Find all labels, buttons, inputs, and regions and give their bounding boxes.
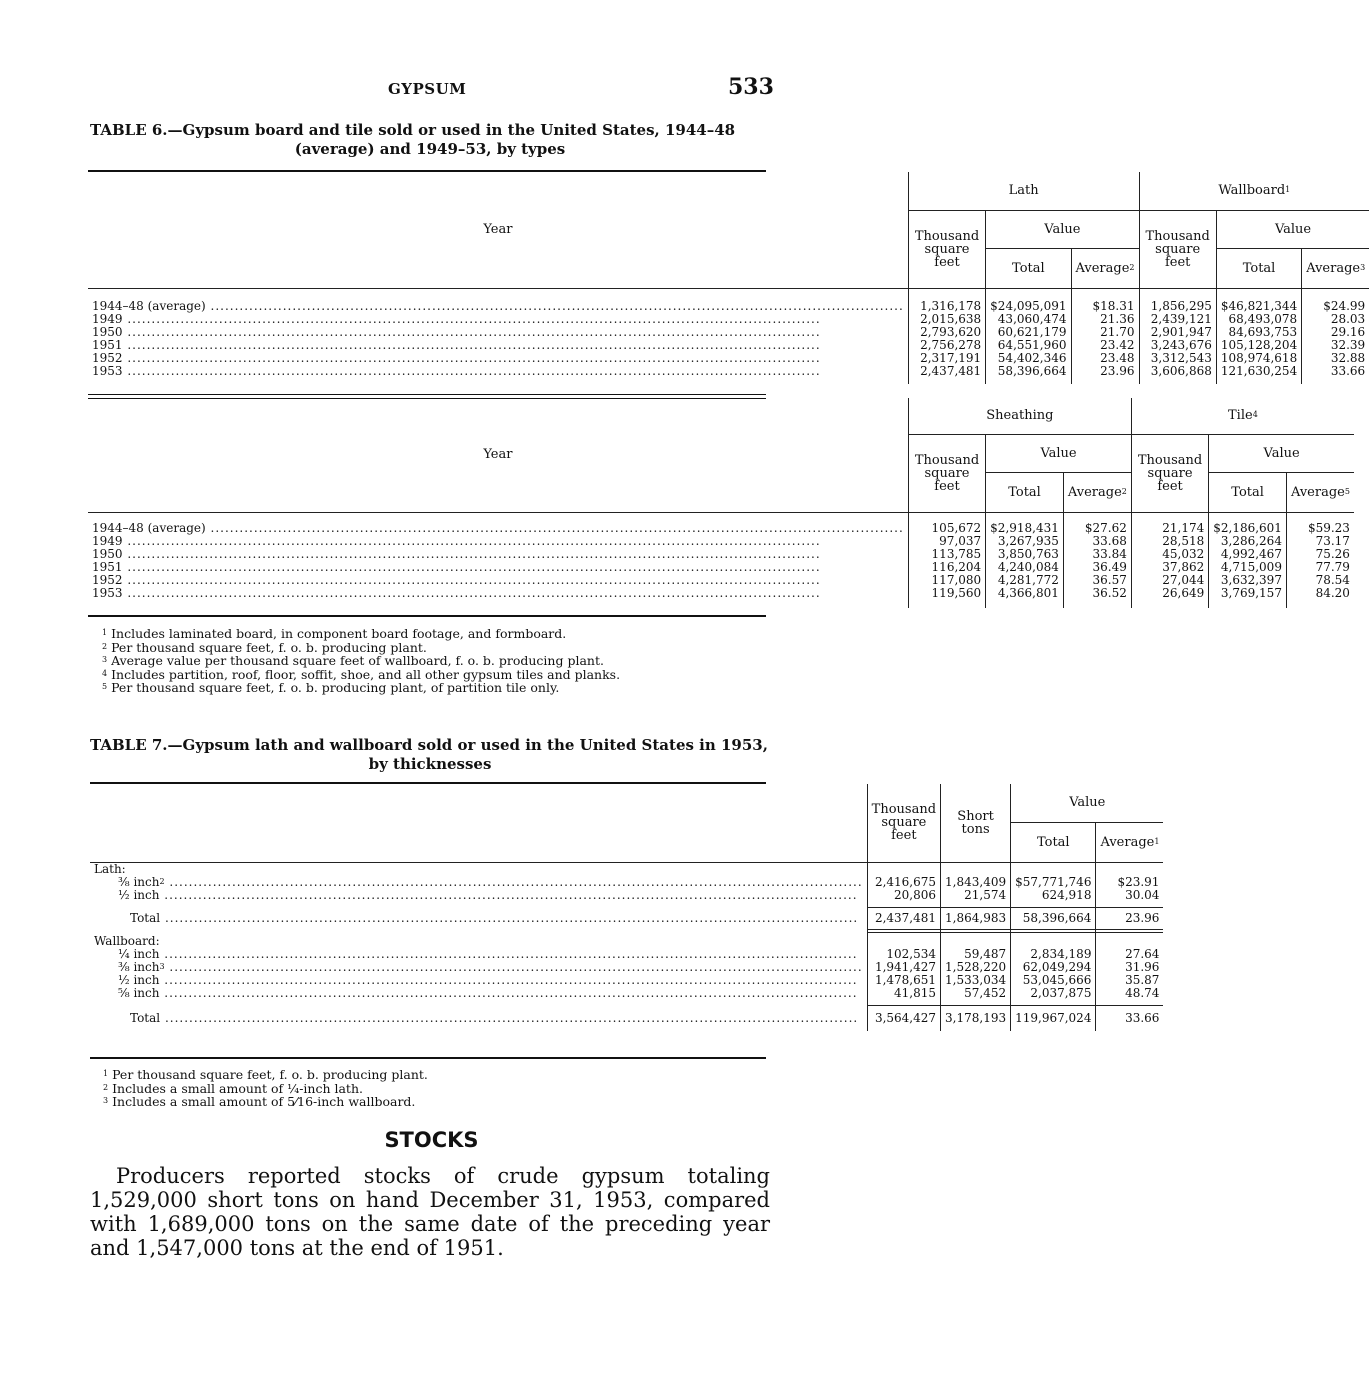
sheathing-value-header: Value [986, 434, 1132, 472]
year-header: Year [88, 172, 908, 288]
table7-caption-line2: by thicknesses [368, 755, 492, 773]
page-number: 533 [728, 74, 774, 100]
average-label: Average [1075, 260, 1130, 276]
wallboard-total-row: Total ..... 3,564,427 3,178,193 119,967,024 33.66 [90, 1005, 1163, 1031]
table7 [90, 784, 1163, 1031]
footnote: $^5$ Per thousand square feet, f. o. b. producing plant, of partition tile only. [102, 680, 560, 695]
sheathing-qty-header: Thousand square feet [908, 434, 985, 512]
stocks-paragraph: Producers reported stocks of crude gypsum totaling 1,529,000 short tons on hand December 31, 1953, compared with 1,689,000 tons on the same date of the preceding year and 1,547,000 tons at the end of 1951. [90, 1164, 770, 1260]
table-row: 1951 ..... 2,756,278 64,551,960 23.42 3,243,676 105,128,204 32.39 [88, 339, 1369, 352]
table-row: 1950 ..... 2,793,620 60,621,179 21.70 2,901,947 84,693,753 29.16 [88, 326, 1369, 339]
tile-label: Tile [1228, 408, 1253, 424]
table6-caption [90, 121, 770, 159]
average-label: Average [1067, 484, 1122, 500]
wall-qty-header: Thousand square feet [1139, 210, 1216, 288]
tile-total-header: Total [1209, 472, 1287, 512]
footnote: $^2$ Per thousand square feet, f. o. b. producing plant. [102, 639, 427, 655]
footnote-ref: 2 [1129, 262, 1135, 272]
tile-value-header: Value [1209, 434, 1354, 472]
table-row: 1953 ..... 2,437,481 58,396,664 23.96 3,606,868 121,630,254 33.66 [88, 365, 1369, 378]
table7-caption-line1: TABLE 7.—Gypsum lath and wallboard sold or used in the United States in 1953, [90, 736, 768, 754]
table-row: 1952 ..... 2,317,191 54,402,346 23.48 3,312,543 108,974,618 32.88 [88, 352, 1369, 365]
table-row: ⅜ inch$^2$ ..... 2,416,675 1,843,409 $57,771,746 $23.91 [90, 876, 1163, 889]
lath-total-header: Total [986, 248, 1071, 288]
sheathing-total-header: Total [986, 472, 1064, 512]
lath-value-header: Value [986, 210, 1139, 248]
lath-total-row: Total ..... 2,437,481 1,864,983 58,396,664 23.96 [90, 907, 1163, 929]
qty-header: Thousand square feet [867, 784, 940, 862]
table-row: 1949 ..... 2,015,638 43,060,474 21.36 2,439,121 68,493,078 28.03 [88, 313, 1369, 326]
lath-qty-header: Thousand square feet [908, 210, 985, 288]
footnote-ref: 2 [1121, 486, 1127, 496]
table-row: 1953 ..... 119,560 4,366,801 36.52 26,649 3,769,157 84.20 [88, 587, 1354, 600]
lath-section-label: Lath: [94, 862, 126, 876]
wall-total-header: Total [1216, 248, 1301, 288]
table-row: ¼ inch ..... 102,534 59,487 2,834,189 27.64 [90, 948, 1163, 961]
table7-bottom-rule [90, 1057, 766, 1059]
footnote: $^3$ Average value per thousand square feet of wallboard, f. o. b. producing plant. [102, 653, 604, 668]
average-label: Average [1100, 834, 1155, 850]
table7-caption [90, 736, 770, 774]
footnote: $^1$ Per thousand square feet, f. o. b. producing plant. [103, 1067, 428, 1082]
wall-value-header: Value [1216, 210, 1369, 248]
wallboard-section-label: Wallboard: [94, 934, 160, 948]
section-heading: STOCKS [384, 1128, 479, 1152]
tons-header: Short tons [941, 784, 1011, 862]
table-row: 1944–48 (average) ..... 1,316,178 $24,095,091 $18.31 1,856,295 $46,821,344 $24.99 [88, 300, 1369, 313]
table6-footnotes [102, 627, 620, 695]
footnote-ref: 1 [1154, 836, 1160, 846]
page-title: GYPSUM [388, 80, 467, 98]
sheathing-average-header [1063, 472, 1131, 512]
average-label: Average [1290, 484, 1345, 500]
wallboard-label: Wallboard [1218, 183, 1286, 199]
table-row: ⅝ inch ..... 41,815 57,452 2,037,875 48.74 [90, 987, 1163, 1000]
table6-part2 [88, 398, 1354, 608]
footnote: $^2$ Includes a small amount of ¼-inch lath. [103, 1080, 363, 1096]
table6-bottom-rule [88, 615, 766, 617]
table6-caption-line1: TABLE 6.—Gypsum board and tile sold or used in the United States, 1944–48 [90, 121, 736, 139]
table-row: ½ inch ..... 20,806 21,574 624,918 30.04 [90, 889, 1163, 902]
tile-group-header [1131, 398, 1354, 434]
table6-caption-line2: (average) and 1949–53, by types [294, 140, 566, 158]
table-row: 1951 ..... 116,204 4,240,084 36.49 37,862 4,715,009 77.79 [88, 561, 1354, 574]
tile-qty-header: Thousand square feet [1131, 434, 1208, 512]
table7-footnotes [103, 1068, 428, 1109]
wallboard-group-header [1139, 172, 1369, 210]
footnote-ref: 5 [1344, 486, 1350, 496]
lath-average-header [1071, 248, 1139, 288]
running-head [0, 74, 863, 102]
average-header [1096, 822, 1163, 862]
table-row: ½ inch ..... 1,478,651 1,533,034 53,045,666 35.87 [90, 974, 1163, 987]
table-row: ⅜ inch$^3$ ..... 1,941,427 1,528,220 62,049,294 31.96 [90, 961, 1163, 974]
value-header: Value [1011, 784, 1164, 822]
footnote: $^1$ Includes laminated board, in component board footage, and formboard. [102, 626, 567, 641]
footnote-ref: 1 [1285, 185, 1291, 195]
sheathing-group-header: Sheathing [908, 398, 1131, 434]
lath-group-header: Lath [908, 172, 1139, 210]
table-row: 1949 ..... 97,037 3,267,935 33.68 28,518 3,286,264 73.17 [88, 535, 1354, 548]
tile-average-header [1286, 472, 1353, 512]
year-header: Year [88, 398, 908, 512]
table-row: 1952 ..... 117,080 4,281,772 36.57 27,044 3,632,397 78.54 [88, 574, 1354, 587]
footnote-ref: 3 [1360, 262, 1366, 272]
table-row: 1950 ..... 113,785 3,850,763 33.84 45,032 4,992,467 75.26 [88, 548, 1354, 561]
footnote: $^4$ Includes partition, roof, floor, soffit, shoe, and all other gypsum tiles and planks. [102, 666, 621, 682]
average-label: Average [1306, 260, 1361, 276]
wall-average-header [1302, 248, 1369, 288]
table-row: 1944–48 (average) ..... 105,672 $2,918,431 $27.62 21,174 $2,186,601 $59.23 [88, 522, 1354, 535]
footnote: $^3$ Includes a small amount of 5⁄16-inch wallboard. [103, 1094, 416, 1109]
table6-part1 [88, 172, 1369, 384]
total-header: Total [1011, 822, 1096, 862]
footnote-ref: 4 [1252, 410, 1258, 420]
